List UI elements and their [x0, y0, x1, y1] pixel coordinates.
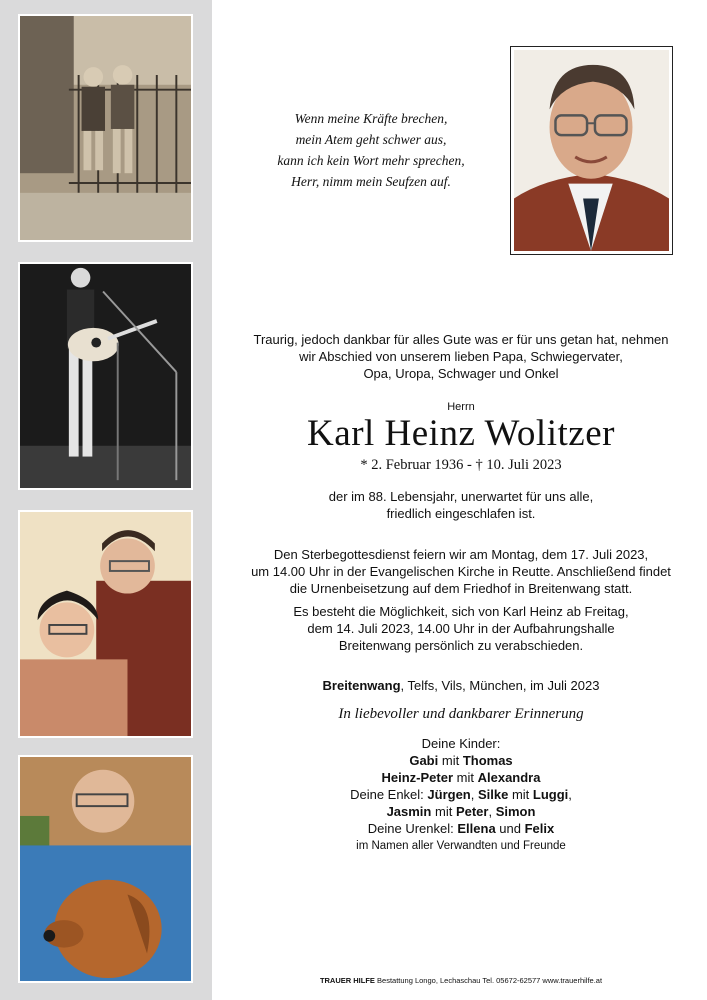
connector: mit	[431, 804, 456, 819]
intro-line: Opa, Uropa, Schwager und Onkel	[363, 366, 559, 381]
family-member: Jasmin	[386, 804, 432, 819]
farewell-text	[236, 603, 686, 654]
photo-guitar-stage	[18, 262, 193, 490]
memory-line: In liebevoller und dankbarer Erinnerung	[338, 706, 584, 722]
family-member: Thomas	[462, 753, 513, 768]
children-label: Deine Kinder:	[421, 736, 501, 751]
grandchildren-label: Deine Enkel:	[350, 787, 428, 802]
photo-with-dog	[18, 755, 193, 983]
service-text	[236, 546, 686, 597]
connector: mit	[453, 770, 478, 785]
photo-sidebar	[0, 0, 212, 1000]
family-member: Luggi	[532, 787, 569, 802]
family-member: Jürgen	[427, 787, 471, 802]
family-member: Gabi	[409, 753, 439, 768]
verse-line: Herr, nimm mein Seufzen auf.	[291, 174, 451, 189]
family-member: Heinz-Peter	[381, 770, 454, 785]
family-member: Felix	[524, 821, 555, 836]
family-list	[236, 735, 686, 855]
salutation: Herrn	[447, 401, 475, 413]
intro-text	[236, 331, 686, 382]
verse-line: mein Atem geht schwer aus,	[295, 132, 447, 147]
footer	[236, 976, 686, 985]
farewell-line: Breitenwang persönlich zu verabschieden.	[338, 638, 584, 653]
intro-line: Traurig, jedoch dankbar für alles Gute was er für uns getan hat, nehmen	[253, 332, 669, 347]
farewell-line: dem 14. Juli 2023, 14.00 Uhr in der Aufbahrungshalle	[307, 621, 615, 636]
service-line: um 14.00 Uhr in der Evangelischen Kirche in Reutte. Anschließend findet	[251, 564, 671, 579]
great-grandchildren-label: Deine Urenkel:	[367, 821, 458, 836]
places-main: Breitenwang	[322, 678, 401, 693]
family-row	[236, 752, 686, 769]
portrait-photo	[510, 46, 673, 255]
family-member: Silke	[477, 787, 509, 802]
life-dates: * 2. Februar 1936 - † 10. Juli 2023	[360, 457, 562, 473]
verse-line: Wenn meine Kräfte brechen,	[294, 111, 448, 126]
places-rest: , Telfs, Vils, München, im Juli 2023	[400, 678, 600, 693]
farewell-line: Es besteht die Möglichkeit, sich von Karl Heinz ab Freitag,	[293, 604, 629, 619]
age-line: der im 88. Lebensjahr, unerwartet für uns alle,	[328, 489, 594, 504]
age-line: friedlich eingeschlafen ist.	[386, 506, 536, 521]
photo-couple	[18, 510, 193, 738]
service-line: die Urnenbeisetzung auf dem Friedhof in Breitenwang statt.	[289, 581, 633, 596]
family-member: Peter	[455, 804, 489, 819]
connector: mit	[438, 753, 463, 768]
family-row	[236, 769, 686, 786]
verse-line: kann ich kein Wort mehr sprechen,	[277, 153, 465, 168]
connector: ,	[488, 804, 496, 819]
deceased-name: Karl Heinz Wolitzer	[307, 413, 615, 454]
intro-line: wir Abschied von unserem lieben Papa, Schwiegervater,	[299, 349, 623, 364]
family-row	[236, 786, 686, 803]
verse	[258, 108, 484, 192]
age-text	[236, 488, 686, 522]
photo-childhood	[18, 14, 193, 242]
footer-text: Bestattung Longo, Lechaschau Tel. 05672-62577 www.trauerhilfe.at	[374, 976, 603, 985]
connector: ,	[568, 787, 572, 802]
places-line	[236, 678, 686, 693]
service-line: Den Sterbegottesdienst feiern wir am Montag, dem 17. Juli 2023,	[273, 547, 649, 562]
family-member: Alexandra	[477, 770, 541, 785]
family-member: Simon	[495, 804, 536, 819]
connector: und	[495, 821, 525, 836]
connector: mit	[508, 787, 533, 802]
family-row	[236, 803, 686, 820]
relatives-line: im Namen aller Verwandten und Freunde	[356, 840, 566, 852]
footer-brand: TRAUER HILFE	[319, 976, 375, 985]
connector: ,	[470, 787, 478, 802]
family-row	[236, 820, 686, 837]
family-member: Ellena	[457, 821, 496, 836]
